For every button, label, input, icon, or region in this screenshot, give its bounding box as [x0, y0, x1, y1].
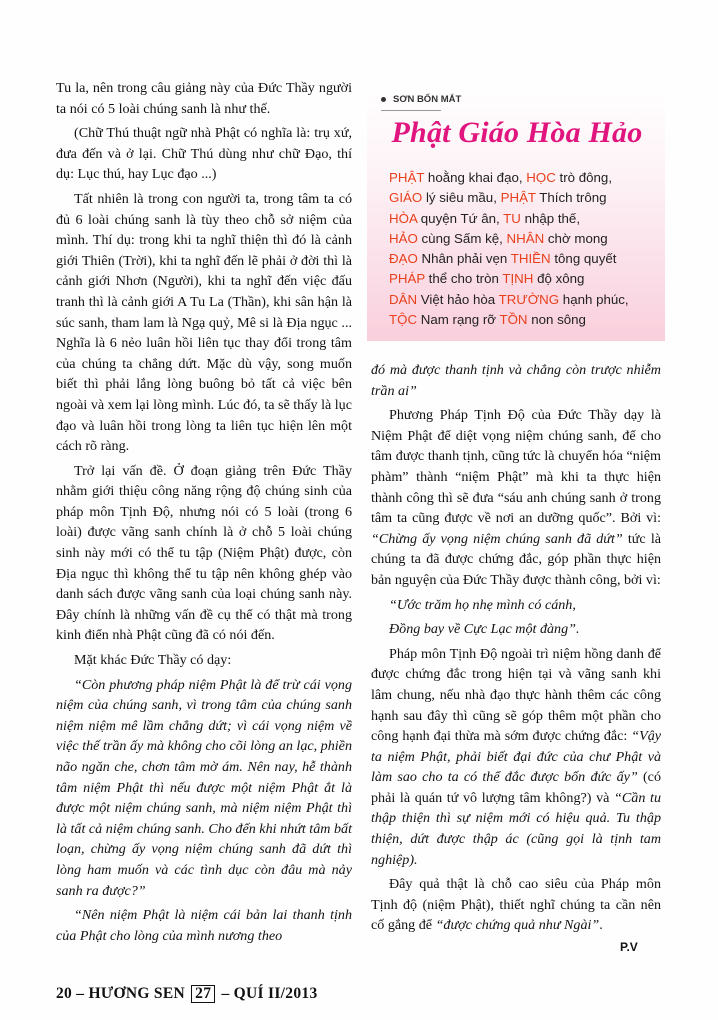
poem-highlight: PHẬT [500, 190, 536, 206]
text-run: tức là chúng ta đã được chứng đắc, góp phần thực hiện bản nguyện của Đức Thầy được thành công, bởi vì: [371, 530, 661, 588]
poem-text: non sông [527, 312, 586, 328]
poem-highlight: TỘC [389, 312, 418, 328]
text-run: Phương Pháp Tịnh Độ của Đức Thầy dạy là Niệm Phật để diệt vọng niệm chúng sanh, để cho tâm được thanh tịnh, cũng tức là chuyển hóa “niệm phàm” thành “niệm Phật” mà khi ta thực hiện thành công thì sẽ đưa “sáu anh chúng sanh ở trong tâm ta cũng được về nơi an dưỡng quốc”. Bởi vì: [371, 407, 661, 527]
poem-line [389, 269, 659, 289]
left-column [56, 78, 352, 946]
poem-highlight: DÂN [389, 291, 418, 307]
paragraph [371, 644, 661, 871]
paragraph: Mặt khác Đức Thầy có dạy: [74, 652, 232, 669]
poem-highlight: HÒA [389, 210, 418, 226]
poem-highlight: TỒN [499, 312, 528, 328]
kicker-underline [381, 110, 441, 111]
poem-text: quyện Tứ ân, [417, 210, 504, 226]
text-run: . [599, 917, 603, 934]
poem-highlight: TỊNH [502, 271, 534, 287]
poem-text: cùng Sấm kệ, [417, 230, 507, 246]
poem-highlight: THIỀN [510, 251, 551, 267]
poem-line [389, 310, 659, 330]
magazine-name: – HƯƠNG SEN [76, 985, 185, 1002]
sidebar-kicker: SƠN BỐN MẮT [381, 94, 461, 105]
poem-text: Nhân phải vẹn [417, 251, 511, 267]
poem-text: nhập thế, [520, 210, 581, 226]
poem-line [389, 168, 659, 188]
poem-text: Thích trông [535, 190, 607, 206]
quote: “Còn phương pháp niệm Phật là để trừ cái vọng niệm của chúng sanh, vì trong tâm của chúng sanh niệm niệm mê lầm chẳng dứt; vì cái vọng niệm về việc thế trần ấy mà không cho cõi lòng an lạc, phiền não ngăn che, chơn tâm mờ ám. Nên nay, hễ thành tâm niệm Phật thì nếu được một niệm Phật ắt là được một niệm chúng sanh, mà niệm niệm Phật thì là tất cả niệm chúng sanh. Cho đến khi nhứt tâm bất loạn, chừng ấy vọng niệm chúng sanh đã dứt thì lòng ham muốn và các tình dục còn đâu mà nảy sanh ra được?” [56, 676, 352, 899]
italic-run: “được chứng quả như Ngài” [435, 917, 600, 934]
italic-run: “Vậy ta niệm Phật, phải biết đại đức của chư Phật và làm sao cho ta có thể đắc được bốn đức ấy” [371, 728, 661, 786]
paragraph [371, 405, 661, 590]
poem-highlight: GIÁO [389, 190, 423, 206]
poem-highlight: TU [503, 210, 521, 226]
page-footer [56, 985, 318, 1003]
verse-line: Đồng bay về Cực Lạc một đàng”. [389, 621, 580, 638]
italic-run: “Chừng ấy vọng niệm chúng sanh đã dứt” [371, 530, 623, 547]
paragraph: (Chữ Thú thuật ngữ nhà Phật có nghĩa là: trụ xứ, đưa đến và ở lại. Chữ Thú dùng như chữ Đạo, thí dụ: Lục thú, hay Lục đạo ...) [56, 125, 352, 183]
text-run: Pháp môn Tịnh Độ ngoài trì niệm hồng danh để được chứng đắc trong hiện tại và vãng sanh khi lâm chung, nếu nhà đạo thực hành thêm các công hạnh sau đây thì cũng sẽ góp thêm một phần cho công hạnh đại thừa mà sớm được chứng đắc: [371, 645, 661, 745]
verse [371, 595, 661, 640]
sidebar-title: Phật Giáo Hòa Hảo [391, 116, 643, 149]
poem-highlight: HẢO [389, 230, 418, 246]
poem-highlight: TRƯỜNG [498, 291, 560, 307]
poem-text: lý siêu mầu, [422, 190, 501, 206]
poem-line [389, 249, 659, 269]
poem-line [389, 188, 659, 208]
text-run: Đây quả thật là chỗ cao siêu của Pháp môn Tịnh độ (niệm Phật), thiết nghĩ chúng ta cần nên cố gắng để [371, 876, 661, 934]
paragraph: Tất nhiên là trong con người ta, trong tâm ta có đủ 6 loài chúng sanh là tùy theo chỗ sở niệm của mình. Thí dụ: trong khi ta nghĩ thiện thì đó là cảnh giới Thiên (Trời), khi ta nghĩ đến lẽ phải ở đời thì là cảnh giới Nhơn (Người), khi ta nghĩ đến việc đấu tranh thì là cảnh giới A Tu La (Thần), khi sân hận là súc sanh, tham lam là Ngạ quỷ, Mê si là Địa ngục ... Nghĩa là 6 nẻo luân hồi liên tục thay đổi trong tâm của chúng ta chẳng dứt. Mặc dù vậy, song muốn biết thì phải lắng lòng buông bỏ tất cả việc bên ngoài và xem lại lòng mình. Lúc đó, ta sẽ thấy là lục đạo và luân hồi trong lòng ta liên tục hiện lên một cách rõ ràng. [56, 190, 352, 455]
text-run: (có phải là quán tứ vô lượng tâm không?) và [371, 769, 661, 806]
paragraph: Trở lại vấn đề. Ở đoạn giảng trên Đức Thầy nhằm giới thiệu công năng rộng độ chúng sinh của pháp môn Tịnh Độ, nhưng nói có 5 loài (trong 6 loài) được vãng sanh chính là ở chỗ 5 loài chúng sinh này mới có thể tu tập (Niệm Phật) được, còn Địa ngục thì không thể tu tập nên không ghép vào danh sách được vãng sanh của loại chúng sanh này. Đây chính là những vấn đề cụ thể có thật mà trong kinh điển nhà Phật cũng đã có nói đến. [56, 462, 352, 644]
poem-text: Việt hảo hòa [417, 291, 499, 307]
verse-line: “Ước trăm họ nhẹ mình có cánh, [389, 596, 576, 613]
issue-number: 27 [191, 985, 215, 1003]
poem-text: tông quyết [550, 251, 617, 267]
poem-highlight: ĐẠO [389, 251, 418, 267]
paragraph [371, 874, 661, 936]
poem-text: thể cho tròn [424, 271, 503, 287]
poem-line [389, 209, 659, 229]
poem-highlight: PHẬT [389, 170, 425, 185]
poem-line [389, 290, 659, 310]
quote-continuation: đó mà được thanh tịnh và chẳng còn trược nhiễm trần ai” [371, 362, 661, 399]
paragraph: Tu la, nên trong câu giảng này của Đức Thầy người ta nói có 5 loài chúng sanh là như thế. [56, 80, 352, 117]
poem-text: hoằng khai đạo, [424, 170, 527, 185]
issue-quarter: – QUÍ II/2013 [221, 985, 318, 1002]
right-column [371, 360, 661, 936]
poem-text: hạnh phúc, [559, 291, 629, 307]
acrostic-poem [389, 168, 659, 330]
poem-text: độ xông [533, 271, 585, 287]
poem-highlight: NHÂN [506, 230, 545, 246]
italic-run: “Cần tu thập thiện thì sự niệm mới có hiệu quả. Tu thập thiện, dứt được thập ác (cũng gọi là tịnh tam nghiệp). [371, 789, 661, 868]
quote: “Nên niệm Phật là niệm cái bản lai thanh tịnh của Phật cho lòng của mình nương theo [56, 907, 352, 944]
poem-highlight: HỌC [526, 170, 556, 185]
poem-highlight: PHÁP [389, 271, 425, 287]
sidebar-box [367, 82, 665, 341]
poem-line [389, 229, 659, 249]
poem-text: trò đông, [555, 170, 613, 185]
poem-text: chờ mong [544, 230, 608, 246]
author-signature: P.V [620, 940, 638, 954]
poem-text: Nam rạng rỡ [417, 312, 500, 328]
page-number: 20 [56, 985, 73, 1002]
